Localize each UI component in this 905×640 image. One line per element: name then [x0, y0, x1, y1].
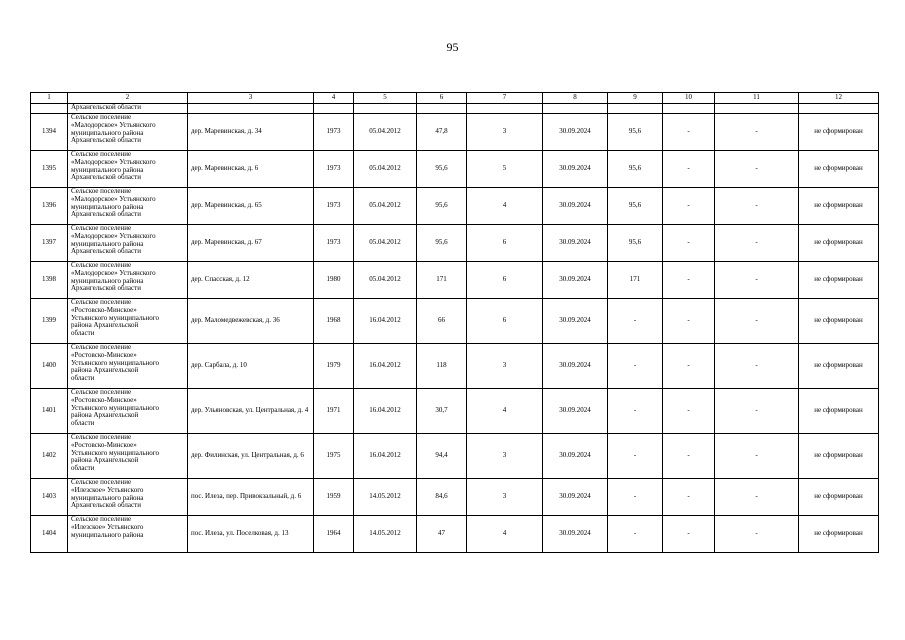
- date-cell: 05.04.2012: [354, 225, 417, 262]
- deadline-cell: 30.09.2024: [543, 344, 608, 389]
- column-11-cell: -: [715, 344, 799, 389]
- column-header: 5: [354, 93, 417, 104]
- column-10-cell: -: [663, 225, 715, 262]
- column-10-cell: -: [663, 344, 715, 389]
- column-11-cell: -: [715, 151, 799, 188]
- settlement-line: Устьянского муниципального: [71, 313, 159, 322]
- settlement-line: Устьянского муниципального: [71, 403, 159, 412]
- settlement-line: области: [71, 374, 95, 383]
- table-row: [31, 479, 879, 516]
- column-11-cell: -: [715, 434, 799, 479]
- settlement-line: Сельское поселение: [71, 224, 132, 232]
- row-number: 1402: [31, 434, 68, 479]
- column-11-cell: -: [715, 262, 799, 299]
- count-cell: 4: [467, 389, 543, 434]
- settlement-line: «Малодорское» Устьянского: [71, 120, 156, 129]
- area-cell: 95,6: [417, 188, 467, 225]
- settlement-line: Сельское поселение: [71, 433, 132, 441]
- count-cell: 6: [467, 262, 543, 299]
- column-10-cell: -: [663, 262, 715, 299]
- year-cell: 1968: [314, 299, 354, 344]
- area-cell: 47: [417, 516, 467, 553]
- page-number: 95: [446, 40, 459, 54]
- address-cell: дер. Филинская, ул. Центральная, д. 6: [188, 434, 314, 479]
- deadline-cell: 30.09.2024: [543, 262, 608, 299]
- date-cell: 05.04.2012: [354, 151, 417, 188]
- deadline-cell: 30.09.2024: [543, 434, 608, 479]
- count-cell: 3: [467, 479, 543, 516]
- settlement-line: Архангельской области: [71, 136, 141, 145]
- count-cell: 3: [467, 114, 543, 151]
- column-10-cell: -: [663, 188, 715, 225]
- address-cell: дер. Сарбала, д. 10: [188, 344, 314, 389]
- column-9-cell: -: [608, 299, 663, 344]
- year-cell: 1973: [314, 225, 354, 262]
- count-cell: 4: [467, 188, 543, 225]
- column-9-cell: 95,6: [608, 114, 663, 151]
- settlement-line: района Архангельской: [71, 321, 139, 330]
- settlement-line: района Архангельской: [71, 411, 139, 420]
- settlement-line: муниципального района: [71, 239, 144, 248]
- table-row: [31, 516, 879, 553]
- column-11-cell: -: [715, 479, 799, 516]
- column-9-cell: -: [608, 344, 663, 389]
- table-row: [31, 344, 879, 389]
- column-9-cell: 95,6: [608, 151, 663, 188]
- column-number-row: [31, 93, 879, 104]
- column-10-cell: -: [663, 299, 715, 344]
- settlement-cell: [68, 389, 188, 434]
- address-cell: дер. Маревинская, д. 34: [188, 114, 314, 151]
- area-cell: 95,6: [417, 151, 467, 188]
- count-cell: 4: [467, 516, 543, 553]
- table-row: [31, 434, 879, 479]
- status-cell: не сформирован: [799, 299, 879, 344]
- status-cell: не сформирован: [799, 434, 879, 479]
- status-cell: не сформирован: [799, 225, 879, 262]
- column-header: 2: [68, 93, 188, 104]
- row-number: 1396: [31, 188, 68, 225]
- settlement-line: Устьянского муниципального: [71, 358, 159, 367]
- table-row: [31, 262, 879, 299]
- settlement-line: Архангельской области: [71, 501, 141, 510]
- year-cell: 1973: [314, 188, 354, 225]
- settlement-cell: [68, 516, 188, 553]
- settlement-line: муниципального района: [71, 276, 144, 285]
- column-11-cell: -: [715, 114, 799, 151]
- settlement-line: муниципального района: [71, 128, 144, 137]
- area-cell: 66: [417, 299, 467, 344]
- settlement-line: Сельское поселение: [71, 261, 132, 269]
- column-10-cell: -: [663, 516, 715, 553]
- status-cell: не сформирован: [799, 389, 879, 434]
- year-cell: 1973: [314, 151, 354, 188]
- settlement-cell: [68, 114, 188, 151]
- column-9-cell: -: [608, 479, 663, 516]
- settlement-line: «Илезское» Устьянского: [71, 522, 144, 531]
- year-cell: 1971: [314, 389, 354, 434]
- deadline-cell: 30.09.2024: [543, 479, 608, 516]
- table-row: [31, 299, 879, 344]
- row-number: 1398: [31, 262, 68, 299]
- settlement-line: Сельское поселение: [71, 478, 132, 486]
- deadline-cell: 30.09.2024: [543, 389, 608, 434]
- column-header: 10: [663, 93, 715, 104]
- settlement-cell: [68, 299, 188, 344]
- settlement-line: «Малодорское» Устьянского: [71, 231, 156, 240]
- column-11-cell: -: [715, 389, 799, 434]
- status-cell: не сформирован: [799, 262, 879, 299]
- table-row: [31, 389, 879, 434]
- settlement-line: Сельское поселение: [71, 388, 132, 396]
- column-header: 7: [467, 93, 543, 104]
- column-9-cell: -: [608, 434, 663, 479]
- settlement-line: «Ростовско-Минское»: [71, 305, 137, 314]
- row-number: 1397: [31, 225, 68, 262]
- table-row: [31, 225, 879, 262]
- settlement-line: муниципального района: [71, 530, 144, 539]
- row-number: 1403: [31, 479, 68, 516]
- settlement-line: «Ростовско-Минское»: [71, 395, 137, 404]
- address-cell: дер. Ульяновская, ул. Центральная, д. 4: [188, 389, 314, 434]
- status-cell: не сформирован: [799, 188, 879, 225]
- settlement-cell: [68, 262, 188, 299]
- column-header: 1: [31, 93, 68, 104]
- address-cell: пос. Илеза, ул. Поселковая, д. 13: [188, 516, 314, 553]
- deadline-cell: 30.09.2024: [543, 114, 608, 151]
- date-cell: 16.04.2012: [354, 344, 417, 389]
- area-cell: 84,6: [417, 479, 467, 516]
- address-cell: дер. Спасская, д. 12: [188, 262, 314, 299]
- column-header: 12: [799, 93, 879, 104]
- date-cell: 05.04.2012: [354, 114, 417, 151]
- count-cell: 3: [467, 434, 543, 479]
- column-10-cell: -: [663, 114, 715, 151]
- count-cell: 3: [467, 344, 543, 389]
- year-cell: 1979: [314, 344, 354, 389]
- row-number: 1395: [31, 151, 68, 188]
- settlement-cell: [68, 188, 188, 225]
- settlement-line: области: [71, 329, 95, 338]
- row-number: 1394: [31, 114, 68, 151]
- column-header: 6: [417, 93, 467, 104]
- row-number: 1400: [31, 344, 68, 389]
- deadline-cell: 30.09.2024: [543, 225, 608, 262]
- settlement-line: муниципального района: [71, 165, 144, 174]
- settlement-line: Сельское поселение: [71, 150, 132, 158]
- column-header: 11: [715, 93, 799, 104]
- column-header: 4: [314, 93, 354, 104]
- column-10-cell: -: [663, 479, 715, 516]
- settlement-line: муниципального района: [71, 202, 144, 211]
- settlement-cell: [68, 479, 188, 516]
- settlement-cell: [68, 434, 188, 479]
- settlement-line: района Архангельской: [71, 456, 139, 465]
- column-11-cell: -: [715, 188, 799, 225]
- table-row: [31, 114, 879, 151]
- area-cell: 30,7: [417, 389, 467, 434]
- address-cell: дер. Маревинская, д. 67: [188, 225, 314, 262]
- settlement-line: Устьянского муниципального: [71, 448, 159, 457]
- column-9-cell: -: [608, 389, 663, 434]
- column-9-cell: 95,6: [608, 225, 663, 262]
- deadline-cell: 30.09.2024: [543, 299, 608, 344]
- deadline-cell: 30.09.2024: [543, 516, 608, 553]
- year-cell: 1975: [314, 434, 354, 479]
- column-header: 9: [608, 93, 663, 104]
- settlement-line: «Ростовско-Минское»: [71, 350, 137, 359]
- settlement-line: Архангельской области: [71, 210, 141, 219]
- settlement-line: Сельское поселение: [71, 187, 132, 195]
- settlement-cell: [68, 151, 188, 188]
- column-header: 3: [188, 93, 314, 104]
- deadline-cell: 30.09.2024: [543, 188, 608, 225]
- year-cell: 1964: [314, 516, 354, 553]
- settlement-line: Сельское поселение: [71, 515, 132, 523]
- date-cell: 16.04.2012: [354, 389, 417, 434]
- settlement-line: области: [71, 419, 95, 428]
- row-number: 1401: [31, 389, 68, 434]
- date-cell: 16.04.2012: [354, 434, 417, 479]
- settlement-line: Архангельской области: [71, 173, 141, 182]
- status-cell: не сформирован: [799, 151, 879, 188]
- date-cell: 14.05.2012: [354, 479, 417, 516]
- date-cell: 05.04.2012: [354, 188, 417, 225]
- status-cell: не сформирован: [799, 516, 879, 553]
- settlement-cell: [68, 225, 188, 262]
- register-table: [30, 92, 879, 553]
- settlement-line: муниципального района: [71, 493, 144, 502]
- count-cell: 6: [467, 225, 543, 262]
- address-cell: дер. Маломедвежевская, д. 36: [188, 299, 314, 344]
- column-11-cell: -: [715, 516, 799, 553]
- table-row: [31, 151, 879, 188]
- row-number: 1399: [31, 299, 68, 344]
- year-cell: 1980: [314, 262, 354, 299]
- status-cell: не сформирован: [799, 344, 879, 389]
- date-cell: 16.04.2012: [354, 299, 417, 344]
- column-9-cell: -: [608, 516, 663, 553]
- column-9-cell: 95,6: [608, 188, 663, 225]
- settlement-line: Сельское поселение: [71, 113, 132, 121]
- settlement-line: Сельское поселение: [71, 343, 132, 351]
- date-cell: 05.04.2012: [354, 262, 417, 299]
- settlement-line: района Архангельской: [71, 366, 139, 375]
- address-cell: дер. Маревинская, д. 65: [188, 188, 314, 225]
- settlement-line: области: [71, 464, 95, 473]
- address-cell: дер. Маревинская, д. 6: [188, 151, 314, 188]
- settlement-cell: [68, 344, 188, 389]
- settlement-line: Архангельской области: [71, 247, 141, 256]
- area-cell: 118: [417, 344, 467, 389]
- deadline-cell: 30.09.2024: [543, 151, 608, 188]
- column-10-cell: -: [663, 434, 715, 479]
- year-cell: 1973: [314, 114, 354, 151]
- column-9-cell: 171: [608, 262, 663, 299]
- area-cell: 94,4: [417, 434, 467, 479]
- address-cell: пос. Илеза, пер. Привокзальный, д. 6: [188, 479, 314, 516]
- year-cell: 1959: [314, 479, 354, 516]
- column-10-cell: -: [663, 389, 715, 434]
- count-cell: 6: [467, 299, 543, 344]
- settlement-line: «Ростовско-Минское»: [71, 440, 137, 449]
- table-row: [31, 188, 879, 225]
- column-10-cell: -: [663, 151, 715, 188]
- settlement-line: Архангельской области: [71, 284, 141, 293]
- count-cell: 5: [467, 151, 543, 188]
- settlement-line: «Илезское» Устьянского: [71, 485, 144, 494]
- row-number: 1404: [31, 516, 68, 553]
- area-cell: 47,8: [417, 114, 467, 151]
- status-cell: не сформирован: [799, 114, 879, 151]
- status-cell: не сформирован: [799, 479, 879, 516]
- area-cell: 95,6: [417, 225, 467, 262]
- column-11-cell: -: [715, 225, 799, 262]
- settlement-line: Сельское поселение: [71, 298, 132, 306]
- continuation-text: Архангельской области: [68, 104, 188, 114]
- settlement-line: «Малодорское» Устьянского: [71, 157, 156, 166]
- settlement-line: «Малодорское» Устьянского: [71, 194, 156, 203]
- date-cell: 14.05.2012: [354, 516, 417, 553]
- area-cell: 171: [417, 262, 467, 299]
- settlement-line: «Малодорское» Устьянского: [71, 268, 156, 277]
- column-header: 8: [543, 93, 608, 104]
- continuation-row: [31, 104, 879, 114]
- column-11-cell: -: [715, 299, 799, 344]
